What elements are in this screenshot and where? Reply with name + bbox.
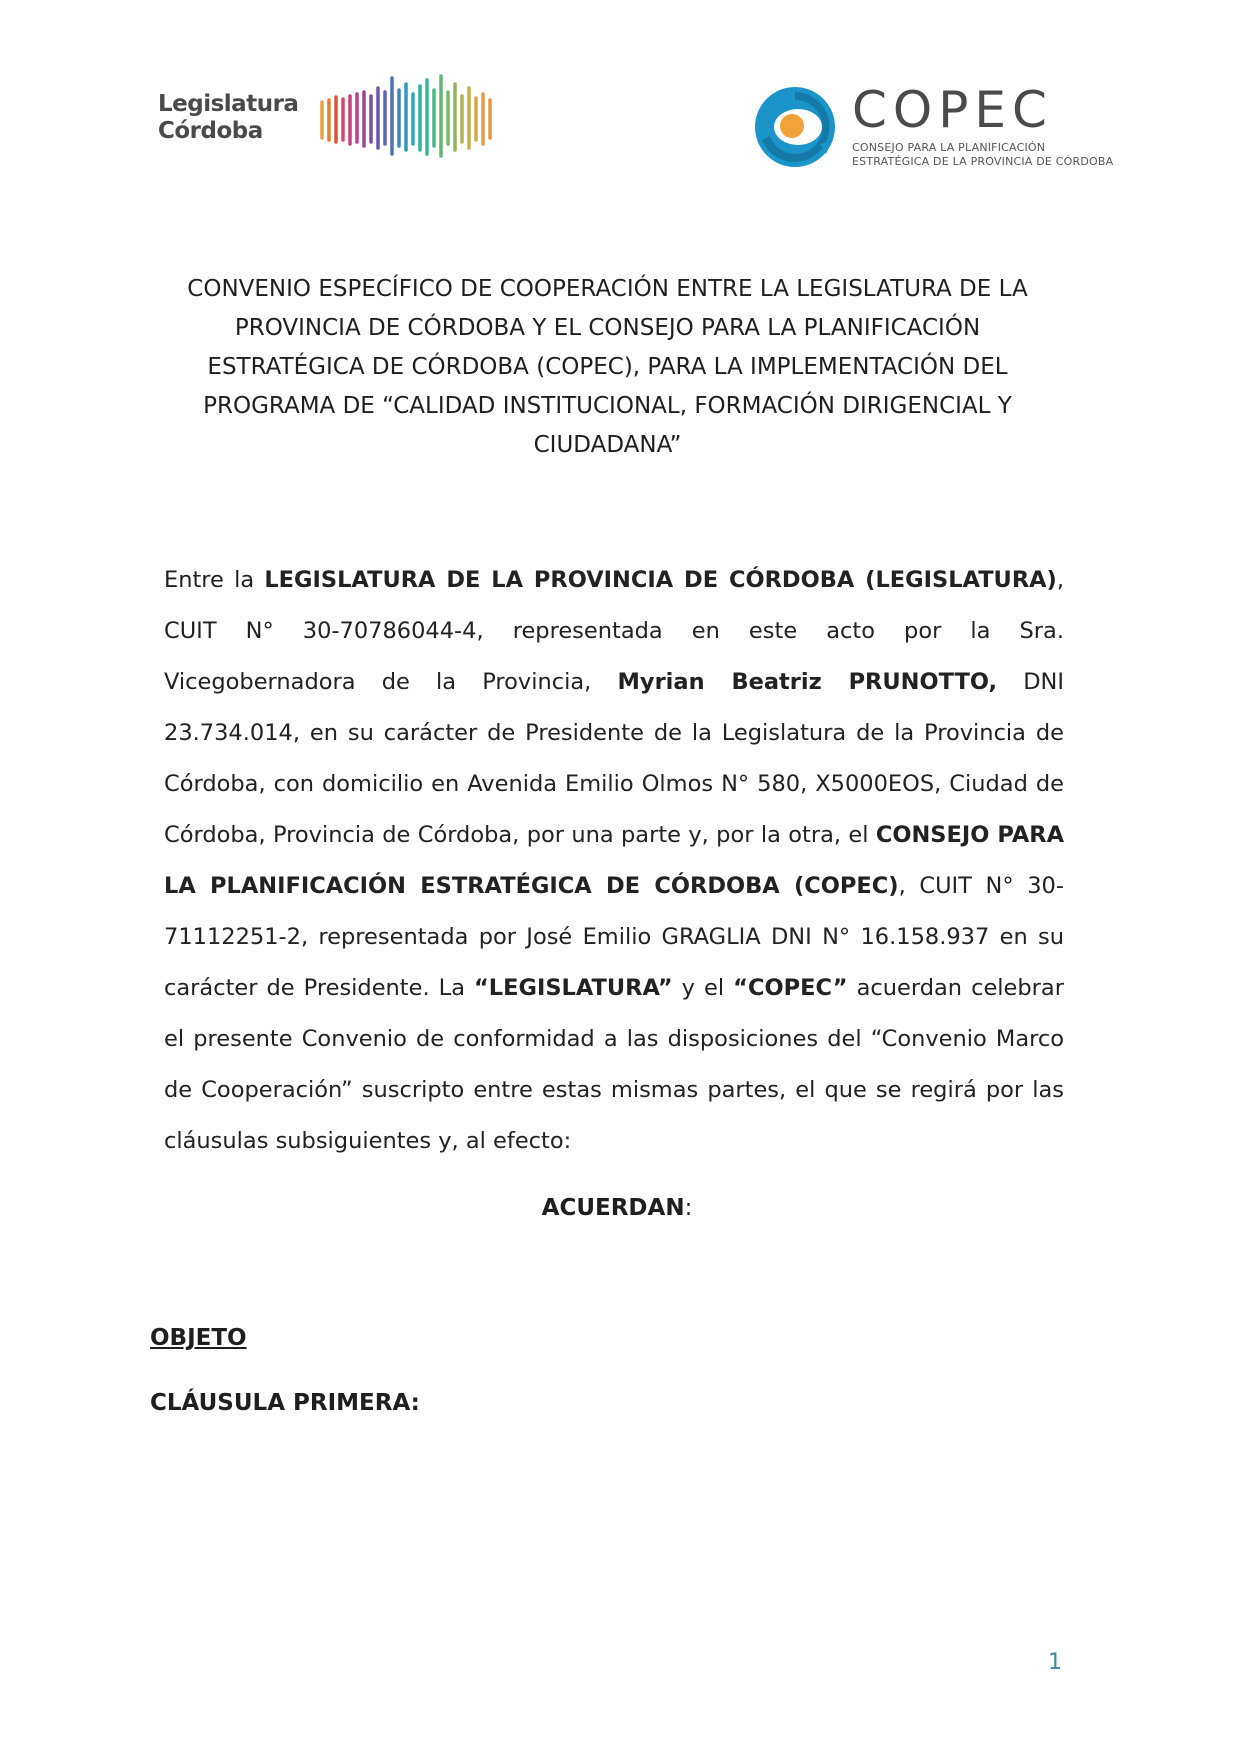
document-title (150, 270, 1065, 465)
body-bold-segment: Myrian Beatriz PRUNOTTO, (617, 669, 998, 695)
body-text-segment: acuerdan celebrar el presente Convenio de conformidad a las disposiciones del “Convenio Marco de Cooperación” suscripto entre estas mismas partes, el que se regirá por las cláusulas subsiguientes y, al efecto: (164, 975, 1064, 1154)
acuerdan-heading (0, 1195, 1234, 1221)
title-line: PROVINCIA DE CÓRDOBA Y EL CONSEJO PARA LA PLANIFICACIÓN (234, 315, 981, 341)
copec-wordmark (852, 81, 1114, 169)
legislatura-cordoba-logo (158, 70, 508, 165)
copec-name: COPEC (852, 81, 1053, 139)
clausula-primera-heading: CLÁUSULA PRIMERA: (150, 1390, 420, 1416)
body-text-segment: DNI 23.734.014, en su carácter de Presidente de la Legislatura de la Provincia de Córdoba, con domicilio en Avenida Emilio Olmos N° 580, X5000EOS, Ciudad de Córdoba, Provincia de Córdoba, por una parte y, por la otra, el (164, 669, 1064, 848)
legislatura-logo-line1: Legislatura (158, 90, 299, 117)
body-paragraph (164, 555, 1064, 1167)
body-text-segment: , CUIT N° 30-70786044-4, representada en este acto por la Sra. Vicegobernadora de la Provincia, (164, 567, 1064, 695)
acuerdan-text: ACUERDAN (541, 1195, 685, 1221)
copec-emblem-icon (750, 82, 840, 172)
body-text-segment: , CUIT N° 30-71112251-2, representada por José Emilio GRAGLIA DNI N° 16.158.937 en su carácter de Presidente. La (164, 873, 1064, 1001)
acuerdan-colon: : (684, 1195, 693, 1221)
body-bold-segment: “COPEC” (733, 975, 848, 1001)
body-bold-segment: CONSEJO PARA LA PLANIFICACIÓN ESTRATÉGICA DE CÓRDOBA (COPEC) (164, 822, 1064, 899)
legislatura-bars-icon (318, 70, 508, 165)
title-line: CIUDADANA” (533, 432, 682, 458)
copec-subtitle (852, 141, 1113, 169)
objeto-heading: OBJETO (150, 1325, 247, 1351)
copec-logo (750, 82, 1113, 172)
copec-subtitle-line1: CONSEJO PARA LA PLANIFICACIÓN (852, 141, 1046, 154)
legislatura-logo-text (158, 91, 298, 145)
legislatura-logo-line2: Córdoba (158, 117, 263, 144)
copec-subtitle-line2: ESTRATÉGICA DE LA PROVINCIA DE CÓRDOBA (852, 155, 1114, 168)
page-number: 1 (1048, 1650, 1062, 1675)
title-line: PROGRAMA DE “CALIDAD INSTITUCIONAL, FORMACIÓN DIRIGENCIAL Y (203, 393, 1012, 419)
body-bold-segment: LEGISLATURA DE LA PROVINCIA DE CÓRDOBA (LEGISLATURA) (264, 567, 1057, 593)
title-line: ESTRATÉGICA DE CÓRDOBA (COPEC), PARA LA IMPLEMENTACIÓN DEL (207, 354, 1008, 380)
body-text-segment: Entre la (164, 567, 265, 593)
title-line: CONVENIO ESPECÍFICO DE COOPERACIÓN ENTRE LA LEGISLATURA DE LA (187, 276, 1028, 302)
body-text-segment: y el (672, 975, 734, 1001)
body-bold-segment: “LEGISLATURA” (474, 975, 673, 1001)
